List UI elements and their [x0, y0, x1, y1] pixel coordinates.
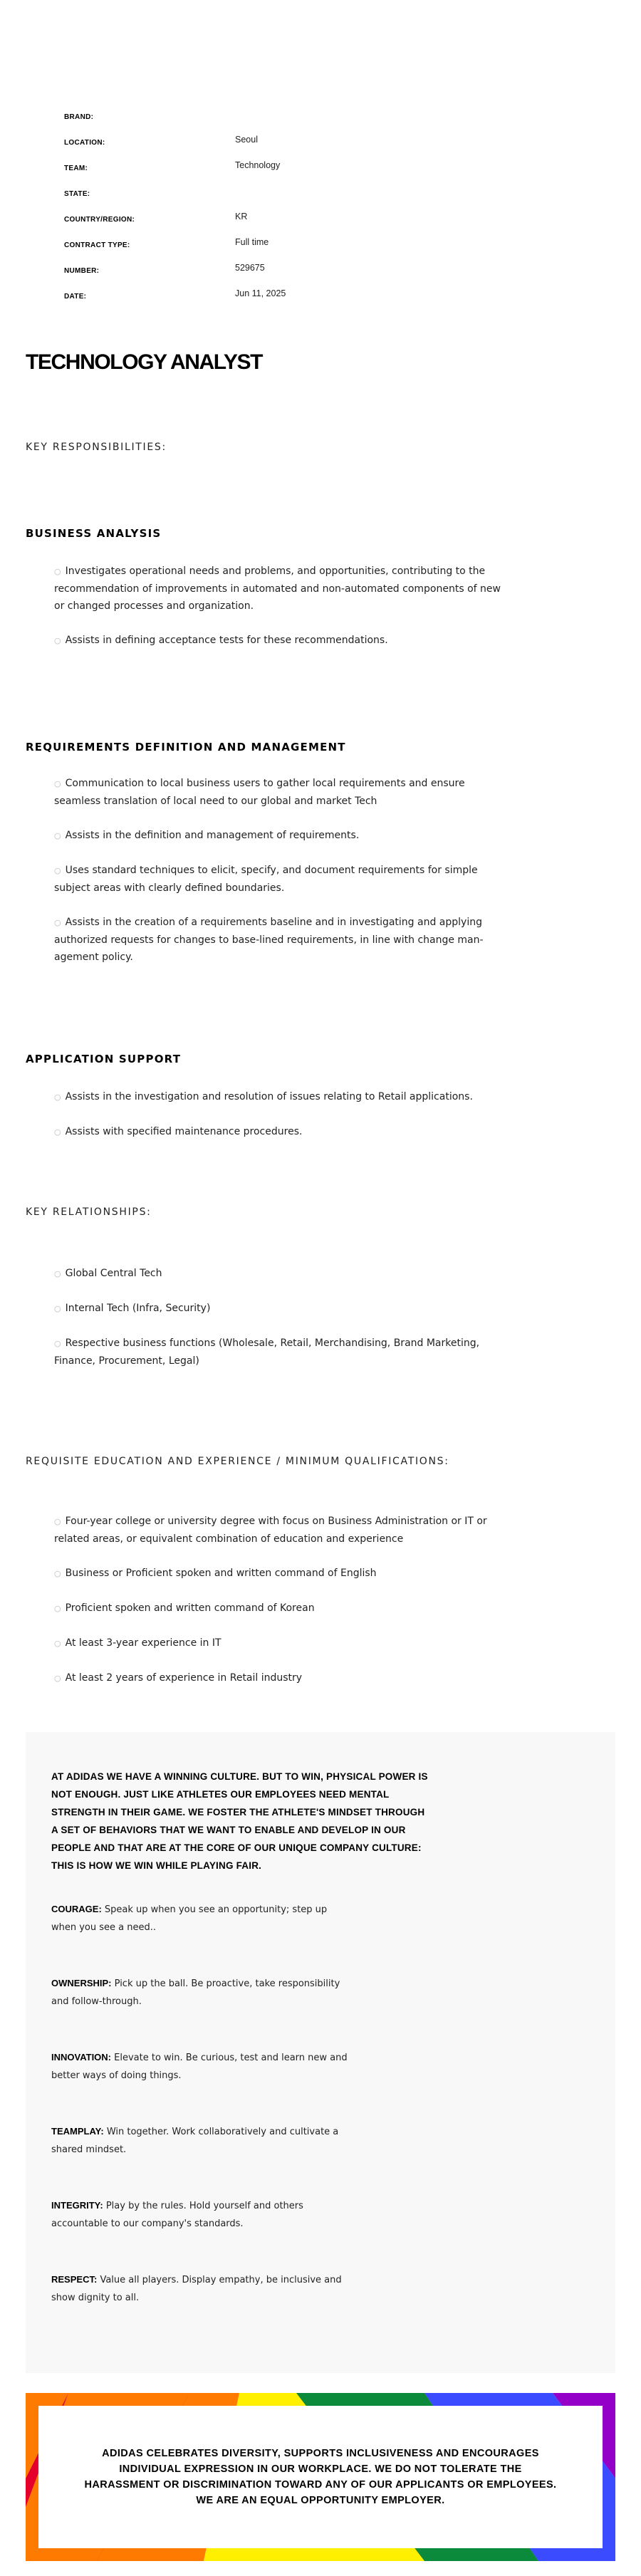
list-item: ○ Assists in the creation of a requirements baseline and in investigating and applying authorized requests for changes to base-lined requirements, in line with change man-agement policy.: [54, 917, 484, 963]
list-item: ○ Assists in the definition and management of requirements.: [54, 830, 360, 841]
list-item: ○ Communication to local business users to gather local requirements and ensure seamless translation of local need to our global and market Tech: [54, 778, 465, 807]
meta-row-state: [64, 181, 491, 207]
bullet-icon: ○: [54, 1127, 61, 1137]
list-item: ○ Assists in defining acceptance tests for these recommendations.: [54, 635, 388, 646]
key-relationships-label: KEY RELATIONSHIPS:: [26, 1206, 152, 1218]
list-item: ○ Investigates operational needs and problems, and opportunities, contributing to the recommendation of improvements in automated and non-automated components of new or changed processes and organization.: [54, 565, 501, 612]
application-support-list: [54, 1088, 510, 1158]
bullet-icon: ○: [54, 567, 61, 576]
list-item: ○ Four-year college or university degree with focus on Business Administration or IT or related areas, or equivalent combination of education and experience: [54, 1516, 487, 1545]
requirements-list: [54, 775, 510, 983]
business-analysis-heading: BUSINESS ANALYSIS: [26, 527, 162, 540]
value-respect: RESPECT: Value all players. Display empathy, be inclusive and show dignity to all.: [51, 2274, 342, 2303]
requirements-heading: REQUIREMENTS DEFINITION AND MANAGEMENT: [26, 741, 346, 753]
meta-key: DATE:: [64, 292, 87, 301]
value-teamplay: TEAMPLAY: Win together. Work collaboratively and cultivate a shared mindset.: [51, 2126, 339, 2155]
meta-row-brand: [64, 104, 491, 130]
meta-value: Technology: [235, 160, 281, 170]
meta-value: Full time: [235, 237, 269, 247]
meta-row-team: [64, 155, 491, 181]
bullet-icon: ○: [54, 866, 61, 875]
meta-value: Jun 11, 2025: [235, 288, 286, 298]
diversity-banner: [26, 2393, 615, 2561]
meta-key: TEAM:: [64, 164, 88, 172]
bullet-icon: ○: [54, 1639, 61, 1648]
application-support-heading: APPLICATION SUPPORT: [26, 1053, 182, 1065]
job-title: TECHNOLOGY ANALYST: [26, 350, 263, 374]
list-item: ○ Assists in the investigation and resolution of issues relating to Retail applications.: [54, 1091, 473, 1102]
bullet-icon: ○: [54, 918, 61, 927]
meta-key: LOCATION:: [64, 138, 105, 147]
bullet-icon: ○: [54, 636, 61, 645]
meta-row-contract-type: [64, 232, 491, 258]
qualifications-label: REQUISITE EDUCATION AND EXPERIENCE / MINIMUM QUALIFICATIONS:: [26, 1456, 449, 1467]
bullet-icon: ○: [54, 1674, 61, 1683]
meta-value: KR: [235, 212, 248, 221]
key-responsibilities-label: KEY RESPONSIBILITIES:: [26, 442, 167, 453]
business-analysis-list: [54, 563, 510, 667]
meta-key: STATE:: [64, 189, 90, 198]
culture-intro: AT ADIDAS WE HAVE A WINNING CULTURE. BUT TO WIN, PHYSICAL POWER IS NOT ENOUGH. JUST LIKE ATHLETES OUR EMPLOYEES NEED MENTAL STRENGTH IN THEIR GAME. WE FOSTER THE ATHLETE'S MINDSET THROUGH A SET OF BEHAVIORS THAT WE WANT TO ENABLE AND DEVELOP IN OUR PEOPLE AND THAT ARE AT THE CORE OF OUR UNIQUE COMPANY CULTURE: THIS IS HOW WE WIN WHILE PLAYING FAIR.: [51, 1771, 428, 1871]
meta-row-number: [64, 258, 491, 283]
bullet-icon: ○: [54, 1304, 61, 1313]
bullet-icon: ○: [54, 779, 61, 788]
meta-value: Seoul: [235, 135, 258, 145]
bullet-icon: ○: [54, 1093, 61, 1102]
list-item: ○ Proficient spoken and written command of Korean: [54, 1602, 315, 1614]
job-meta-table: [64, 104, 491, 309]
list-item: ○ Uses standard techniques to elicit, specify, and document requirements for simple subject areas with clearly defined boundaries.: [54, 865, 478, 894]
bullet-icon: ○: [54, 1604, 61, 1613]
meta-key: NUMBER:: [64, 266, 100, 275]
meta-row-location: [64, 130, 491, 155]
qualifications-list: [54, 1513, 510, 1704]
list-item: ○ Assists with specified maintenance procedures.: [54, 1126, 303, 1137]
diversity-statement: ADIDAS CELEBRATES DIVERSITY, SUPPORTS INCLUSIVENESS AND ENCOURAGES INDIVIDUAL EXPRESSION IN OUR WORKPLACE. WE DO NOT TOLERATE THE HARASSMENT OR DISCRIMINATION TOWARD ANY OF OUR APPLICANTS OR EMPLOYEES. WE ARE AN EQUAL OPPORTUNITY EMPLOYER.: [84, 2448, 557, 2506]
key-relationships-list: [54, 1265, 510, 1387]
list-item: ○ At least 2 years of experience in Retail industry: [54, 1672, 303, 1684]
bullet-icon: ○: [54, 1269, 61, 1278]
value-innovation: INNOVATION: Elevate to win. Be curious, test and learn new and better ways of doing things.: [51, 2052, 348, 2081]
list-item: ○ At least 3-year experience in IT: [54, 1637, 222, 1649]
bullet-icon: ○: [54, 1569, 61, 1578]
bullet-icon: ○: [54, 831, 61, 840]
culture-section: [26, 1732, 615, 2373]
bullet-icon: ○: [54, 1339, 61, 1348]
meta-value: 529675: [235, 263, 265, 273]
meta-key: COUNTRY/REGION:: [64, 215, 135, 224]
list-item: ○ Business or Proficient spoken and written command of English: [54, 1568, 377, 1579]
value-ownership: OWNERSHIP: Pick up the ball. Be proactive, take responsibility and follow-through.: [51, 1978, 340, 2007]
meta-key: CONTRACT TYPE:: [64, 241, 130, 249]
bullet-icon: ○: [54, 1517, 61, 1526]
meta-row-date: [64, 283, 491, 309]
list-item: ○ Internal Tech (Infra, Security): [54, 1303, 211, 1314]
meta-row-country: [64, 207, 491, 232]
list-item: ○ Global Central Tech: [54, 1268, 162, 1279]
meta-key: BRAND:: [64, 113, 94, 121]
value-integrity: INTEGRITY: Play by the rules. Hold yourself and others accountable to our company's standards.: [51, 2200, 303, 2229]
value-courage: COURAGE: Speak up when you see an opportunity; step up when you see a need..: [51, 1904, 328, 1933]
diversity-text-box: [38, 2406, 603, 2548]
list-item: ○ Respective business functions (Wholesale, Retail, Merchandising, Brand Marketing, Finance, Procurement, Legal): [54, 1337, 480, 1367]
